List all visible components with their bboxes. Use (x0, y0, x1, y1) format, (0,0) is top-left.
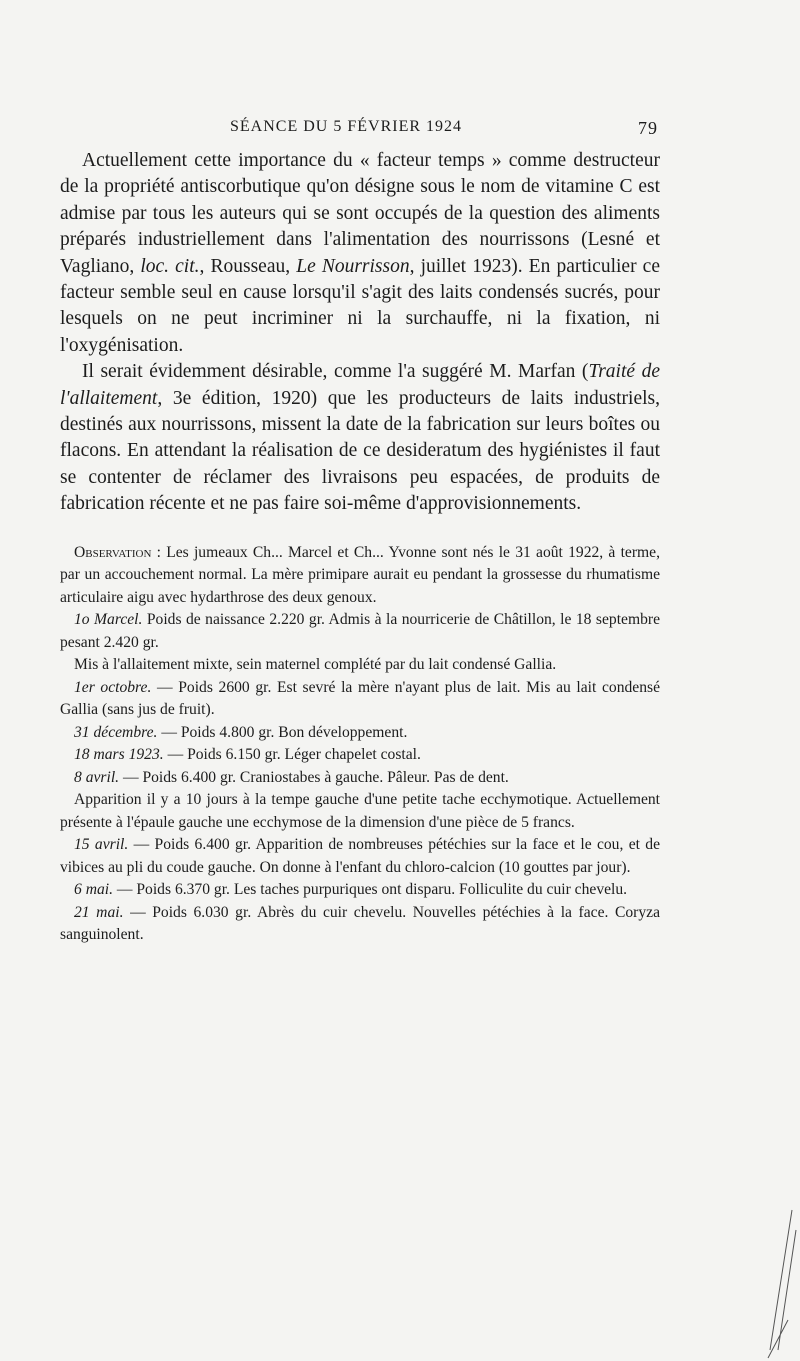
p1-journal: Le Nourrisson (296, 255, 410, 277)
observation-section (60, 542, 660, 947)
p1-text-a: Actuellement cette importance du « facteur temps » comme destructeur de la propriété antiscorbutique qu'on désigne sous le nom de vitamine C est admise par tous les auteurs qui se sont occupés de la question des aliments préparés industriellement dans l'alimentation des nourrissons (Lesné et Vagliano, (60, 150, 660, 277)
page (60, 118, 660, 947)
mixed-feeding: Mis à l'allaitement mixte, sein maternel complété par du lait condensé Gallia. (74, 656, 557, 674)
entry-text: — Poids 6.400 gr. Craniostabes à gauche. Pâleur. Pas de dent. (119, 768, 509, 786)
entry-1 (60, 722, 660, 745)
marcel-entry (60, 609, 660, 654)
entry-text: — Poids 6.150 gr. Léger chapelet costal. (163, 746, 421, 764)
entry-text: — Poids 4.800 gr. Bon développement. (157, 723, 408, 741)
paragraph-2 (60, 359, 660, 517)
entry-3 (60, 767, 660, 790)
p2-text-a: Il serait évidemment désirable, comme l'a suggéré M. Marfan ( (82, 361, 589, 383)
entry-2 (60, 744, 660, 767)
entry-text: — Poids 6.030 gr. Abrès du cuir chevelu. Nouvelles pétéchies à la face. Coryza sanguinolent. (60, 903, 661, 944)
observation-intro-text: : Les jumeaux Ch... Marcel et Ch... Yvonne sont nés le 31 août 1922, à terme, par un accouchement normal. La mère primipare aurait eu pendant la grossesse du rhumatisme articulaire aigu avec hydarthrose des deux genoux. (60, 543, 660, 606)
marcel-label: 1o Marcel. (74, 611, 143, 629)
entry-date: 21 mai. (74, 903, 124, 921)
header-title: SÉANCE DU 5 FÉVRIER 1924 (230, 118, 463, 135)
observation-label: Observation (74, 543, 152, 561)
entry-5 (60, 879, 660, 902)
entry-date: 1er octobre. (74, 678, 152, 696)
entry-text: — Poids 6.370 gr. Les taches purpuriques ont disparu. Folliculite du cuir chevelu. (112, 881, 628, 899)
observation-intro (60, 542, 660, 610)
paragraph-1 (60, 148, 660, 359)
ecchymosis-note: Apparition il y a 10 jours à la tempe gauche d'une petite tache ecchymotique. Actuellement présente à l'épaule gauche une ecchymose de la dimension d'une pièce de 5 francs. (60, 791, 660, 831)
entry-date: 6 mai. (74, 881, 113, 899)
p2-book-title: Traité de l'allaitement (60, 361, 660, 409)
main-text (60, 148, 660, 518)
p1-citation: loc. cit. (140, 255, 200, 277)
entry-date: 18 mars 1923. (74, 746, 164, 764)
page-number: 79 (638, 118, 658, 138)
running-header (60, 118, 660, 148)
entry-date: 31 décembre. (74, 723, 158, 741)
entry-6 (60, 902, 660, 947)
p2-text-c: , 3e édition, 1920) que les producteurs de laits industriels, destinés aux nourrissons, missent la date de la fabrication sur leurs boîtes ou flacons. En attendant la réalisation de ce desideratum des hygiénistes il faut se contenter de réclamer des livraisons peu espacées, de produits de fabrication récente et ne pas faire soi-même d'approvisionnements. (60, 387, 660, 515)
entry-4 (60, 834, 660, 879)
entry-text: — Poids 6.400 gr. Apparition de nombreuses pétéchies sur la face et le cou, et de vibices au pli du coude gauche. On donne à l'enfant du chloro-calcion (10 gouttes par jour). (60, 836, 660, 876)
entry-text: — Poids 2600 gr. Est sevré la mère n'ayant plus de lait. Mis au lait condensé Gallia (sans jus de fruit). (60, 678, 660, 719)
entry-0 (60, 677, 660, 722)
entry-date: 8 avril. (74, 768, 120, 786)
page-edge-mark (720, 1200, 800, 1360)
p1-text-e: , juillet 1923). En particulier ce facteur semble seul en cause lorsqu'il s'agit des laits condensés sucrés, pour lesquels on ne peut incriminer ni la surchauffe, ni la fixation, ni l'oxygénisation. (60, 255, 660, 356)
entry-date: 15 avril. (74, 836, 129, 854)
p1-text-c: , Rousseau, (199, 255, 297, 277)
marcel-text: Poids de naissance 2.220 gr. Admis à la nourricerie de Châtillon, le 18 septembre pesant 2.420 gr. (60, 611, 660, 651)
